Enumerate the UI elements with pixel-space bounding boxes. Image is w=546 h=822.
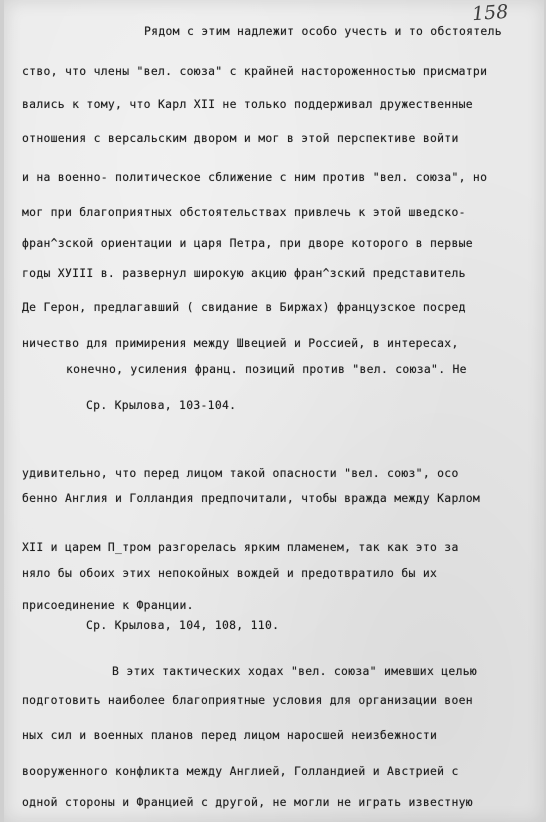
- source-reference: Ср. Крылова, 104, 108, 110.: [86, 618, 280, 632]
- text-line: бенно Англия и Голландия предпочитали, чтобы вражда между Карлом: [22, 491, 481, 505]
- text-line: ничество для примирения между Швецией и Россией, в интересах,: [22, 336, 459, 350]
- typewritten-page: [4, 0, 544, 822]
- text-line: вались к тому, что Карл XII не только поддерживал дружественные: [22, 97, 473, 111]
- text-line: конечно, усиления франц. позиций против "вел. союза". Не: [66, 362, 467, 376]
- text-line: Рядом с этим надлежит особо учесть и то обстоятель: [144, 24, 502, 38]
- text-line: няло бы обоих этих непокойных вождей и предотвратило бы их: [22, 566, 438, 580]
- page-number: 158: [471, 0, 509, 26]
- text-line: годы ХУIII в. развернул широкую акцию фран^зский представитель: [22, 266, 466, 280]
- text-line: одной стороны и Францией с другой, не могли не играть известную: [22, 795, 473, 809]
- text-line: фран^зской ориентации и царя Петра, при дворе которого в первые: [22, 236, 473, 250]
- text-line: подготовить наиболее благоприятные условия для организации воен: [22, 693, 473, 707]
- text-line: ных сил и военных планов перед лицом наросшей неизбежности: [22, 728, 438, 742]
- text-line: присоединение к Франции.: [22, 598, 194, 612]
- text-line: В этих тактических ходах "вел. союза" имевших целью: [112, 664, 478, 678]
- text-line: отношения с версальским двором и мог в этой перспективе войти: [22, 131, 459, 145]
- text-line: XII и царем П_тром разгорелась ярким пламенем, так как это за: [22, 540, 459, 554]
- text-line: Де Герон, предлагавший ( свидание в Биржах) французское посред: [22, 300, 466, 314]
- text-line: вооруженного конфликта между Англией, Голландией и Австрией с: [22, 764, 459, 778]
- text-line: удивительно, что перед лицом такой опасности "вел. союз", осо: [22, 466, 459, 480]
- text-line: и на военно- политическое сближение с ним против "вел. союза", но: [22, 170, 488, 184]
- source-reference: Ср. Крылова, 103-104.: [86, 398, 237, 412]
- text-line: мог при благоприятных обстоятельствах привлечь к этой шведско-: [22, 205, 466, 219]
- text-line: ство, что члены "вел. союза" с крайней настороженностью присматри: [22, 64, 488, 78]
